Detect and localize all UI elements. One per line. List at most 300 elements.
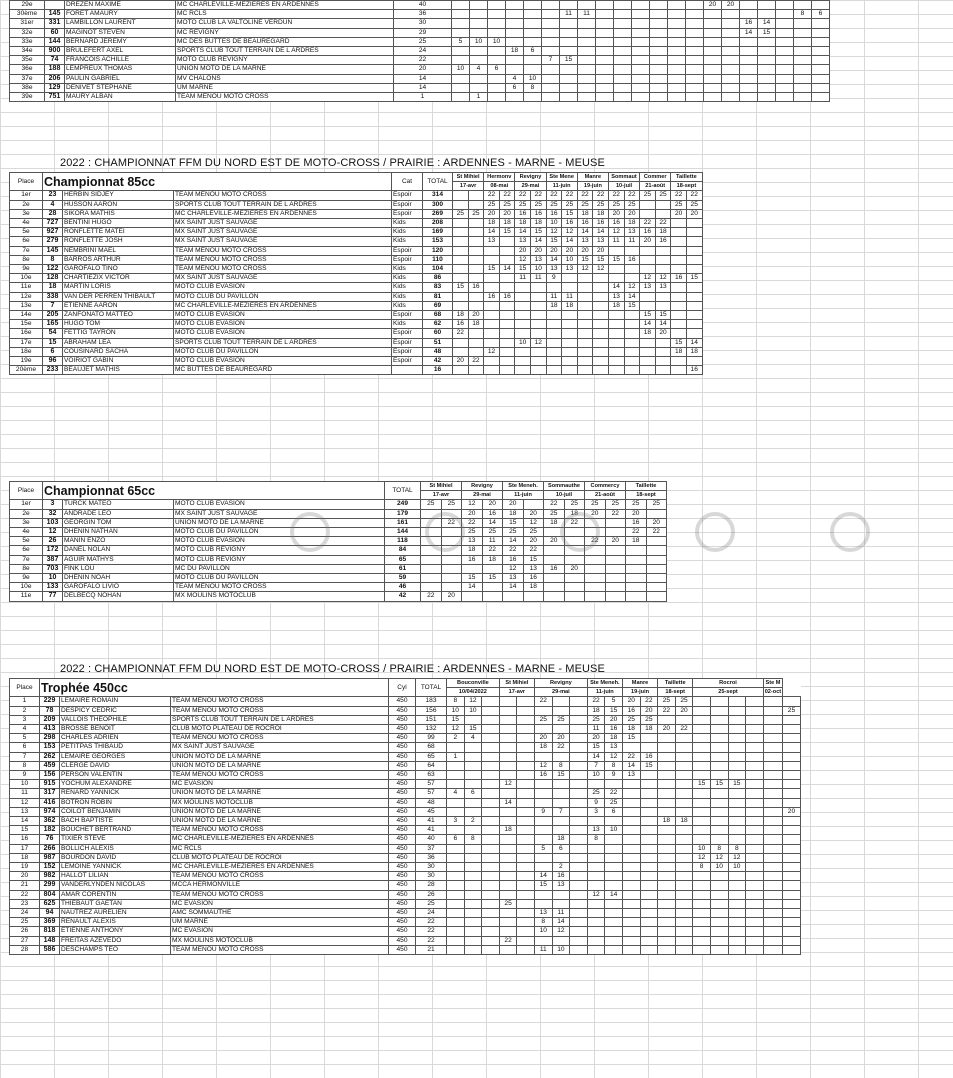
points-cell <box>544 592 565 601</box>
points-cell <box>596 65 614 74</box>
points-cell: 20 <box>523 509 544 518</box>
points-cell: 18 <box>530 219 546 228</box>
points-cell <box>524 56 542 65</box>
place-cell: 9e <box>10 265 43 274</box>
points-cell: 7 <box>542 56 560 65</box>
total-points: 45 <box>416 807 447 816</box>
points-cell <box>560 65 578 74</box>
points-cell <box>624 366 640 375</box>
points-cell <box>746 697 764 706</box>
points-cell <box>704 93 722 102</box>
table-row <box>10 329 703 338</box>
points-cell: 25 <box>593 200 609 209</box>
points-cell: 5 <box>534 844 552 853</box>
points-cell <box>464 881 482 890</box>
points-cell: 10 <box>587 771 605 780</box>
points-cell <box>453 301 469 310</box>
points-cell <box>693 918 711 927</box>
points-cell <box>722 19 740 28</box>
points-cell <box>614 65 632 74</box>
points-cell: 16 <box>640 228 656 237</box>
points-cell <box>468 329 484 338</box>
points-cell <box>693 945 711 954</box>
table-row <box>10 826 801 835</box>
points-cell <box>632 47 650 56</box>
points-cell: 9 <box>605 771 623 780</box>
points-cell <box>482 715 500 724</box>
event-date: 21-août <box>585 491 626 500</box>
cylinder-cell: 450 <box>389 807 416 816</box>
points-cell <box>686 237 702 246</box>
rider-name: THIEBAUT GAETAN <box>60 899 171 908</box>
points-cell <box>562 329 578 338</box>
club-name: TEAM MENOU MOTO CROSS <box>171 945 389 954</box>
place-cell: 9 <box>10 771 40 780</box>
bib-number: 279 <box>43 237 63 246</box>
place-cell: 2e <box>10 509 43 518</box>
points-cell <box>587 881 605 890</box>
points-cell <box>570 706 588 715</box>
points-cell <box>506 56 524 65</box>
club-name: MC CHARLEVILLE-MEZIERES EN ARDENNES <box>176 1 394 10</box>
points-cell <box>534 706 552 715</box>
points-cell <box>668 37 686 46</box>
points-cell: 8 <box>464 835 482 844</box>
points-cell <box>482 725 500 734</box>
points-cell: 12 <box>546 228 562 237</box>
club-name: MOTO CLUB EVASION <box>174 500 385 509</box>
event-date: 19-juin <box>577 182 608 191</box>
bib-number: 915 <box>40 780 60 789</box>
points-cell <box>746 835 764 844</box>
club-name: MX MOULINS MOTOCLUB <box>171 936 389 945</box>
points-cell: 20 <box>704 1 722 10</box>
points-cell <box>596 28 614 37</box>
points-cell <box>421 583 442 592</box>
points-cell <box>671 320 687 329</box>
points-cell <box>499 927 517 936</box>
points-cell: 25 <box>671 200 687 209</box>
bib-number: 625 <box>40 899 60 908</box>
total-points: 20 <box>394 65 452 74</box>
points-cell <box>686 37 704 46</box>
points-cell <box>441 574 462 583</box>
points-cell <box>542 10 560 19</box>
rider-name: FINK LOU <box>63 564 174 573</box>
points-cell: 16 <box>740 19 758 28</box>
points-cell: 11 <box>546 292 562 301</box>
points-cell <box>783 798 801 807</box>
points-cell <box>542 74 560 83</box>
points-cell <box>746 743 764 752</box>
rider-name: VANDERLYNDEN NICOLAS <box>60 881 171 890</box>
points-cell: 12 <box>462 500 483 509</box>
table-row <box>10 191 703 200</box>
place-cell: 7e <box>10 555 43 564</box>
points-cell <box>746 909 764 918</box>
points-cell <box>517 752 535 761</box>
rider-name: TIXIER STEVE <box>60 835 171 844</box>
points-cell <box>626 546 647 555</box>
rider-name: ETIENNE AARON <box>63 301 174 310</box>
points-cell <box>542 1 560 10</box>
place-cell: 15 <box>10 826 40 835</box>
rider-name: FETTIG TAYRON <box>63 329 174 338</box>
club-name: MC EVASION <box>171 927 389 936</box>
points-cell <box>552 826 570 835</box>
points-cell: 22 <box>675 725 693 734</box>
points-cell <box>728 725 746 734</box>
points-cell: 15 <box>728 780 746 789</box>
points-cell <box>605 853 623 862</box>
table-row <box>10 583 667 592</box>
points-cell <box>704 37 722 46</box>
points-cell <box>593 283 609 292</box>
points-cell: 25 <box>626 500 647 509</box>
points-cell <box>593 320 609 329</box>
points-cell: 20 <box>564 564 585 573</box>
points-cell: 13 <box>577 237 593 246</box>
points-cell: 20 <box>577 246 593 255</box>
club-name: MX SAINT JUST SAUVAGE <box>171 743 389 752</box>
points-cell <box>482 826 500 835</box>
points-cell <box>578 56 596 65</box>
points-cell <box>722 56 740 65</box>
total-points: 25 <box>394 37 452 46</box>
points-cell <box>578 65 596 74</box>
points-cell <box>484 320 500 329</box>
points-cell: 22 <box>605 509 626 518</box>
category-cell: Kids <box>392 237 423 246</box>
place-cell: 19e <box>10 357 43 366</box>
points-cell <box>570 743 588 752</box>
points-cell <box>421 564 442 573</box>
points-cell: 12 <box>728 853 746 862</box>
points-cell <box>593 274 609 283</box>
rider-name: VALLOIS THEOPHILE <box>60 715 171 724</box>
points-cell <box>746 734 764 743</box>
points-cell <box>763 826 782 835</box>
points-cell <box>506 93 524 102</box>
cylinder-cell: 450 <box>389 817 416 826</box>
points-cell: 11 <box>578 10 596 19</box>
points-cell <box>655 347 671 356</box>
points-cell <box>693 798 711 807</box>
points-cell <box>622 927 640 936</box>
place-cell: 17e <box>10 338 43 347</box>
table-row <box>10 283 703 292</box>
points-cell <box>517 715 535 724</box>
cylinder-cell: 450 <box>389 725 416 734</box>
points-cell <box>499 863 517 872</box>
points-cell <box>763 798 782 807</box>
points-cell: 25 <box>534 715 552 724</box>
points-cell <box>499 835 517 844</box>
points-cell: 2 <box>552 863 570 872</box>
points-cell <box>453 228 469 237</box>
points-cell <box>517 743 535 752</box>
points-cell <box>763 725 782 734</box>
total-points: 37 <box>416 844 447 853</box>
points-cell <box>655 255 671 264</box>
table-row <box>10 255 703 264</box>
table-row <box>10 311 703 320</box>
points-cell <box>763 936 782 945</box>
points-cell <box>693 771 711 780</box>
points-cell: 22 <box>605 789 623 798</box>
points-cell <box>517 945 535 954</box>
points-cell <box>671 301 687 310</box>
total-points: 1 <box>394 93 452 102</box>
points-cell <box>499 789 517 798</box>
points-cell <box>523 592 544 601</box>
points-cell: 1 <box>447 752 465 761</box>
club-name: MC CHARLEVILLE-MEZIERES EN ARDENNES <box>174 301 392 310</box>
points-cell <box>562 357 578 366</box>
points-cell <box>640 246 656 255</box>
points-cell <box>517 734 535 743</box>
points-cell: 25 <box>577 200 593 209</box>
points-cell <box>564 546 585 555</box>
points-cell <box>746 761 764 770</box>
total-points: 183 <box>416 697 447 706</box>
event-date: 21-août <box>640 182 671 191</box>
points-cell <box>470 10 488 19</box>
table-row <box>10 945 801 954</box>
total-points: 61 <box>385 564 421 573</box>
rider-name: NAUTREZ AURELIEN <box>60 909 171 918</box>
points-cell: 25 <box>587 715 605 724</box>
club-name: TEAM MENOU MOTO CROSS <box>174 246 392 255</box>
points-cell <box>693 909 711 918</box>
points-cell: 20 <box>675 706 693 715</box>
points-cell <box>577 338 593 347</box>
points-cell <box>482 583 503 592</box>
points-cell <box>763 715 782 724</box>
points-cell <box>640 255 656 264</box>
points-cell <box>710 909 728 918</box>
points-cell: 20 <box>622 697 640 706</box>
points-cell: 22 <box>640 219 656 228</box>
points-cell <box>728 945 746 954</box>
place-cell: 7 <box>10 752 40 761</box>
points-cell <box>499 320 515 329</box>
points-cell <box>470 56 488 65</box>
points-cell: 15 <box>593 255 609 264</box>
bib-number: 77 <box>43 592 63 601</box>
points-cell: 16 <box>562 219 578 228</box>
points-cell <box>546 311 562 320</box>
points-cell: 15 <box>640 761 658 770</box>
points-cell: 14 <box>552 918 570 927</box>
club-name: MX SAINT JUST SAUVAGE <box>174 509 385 518</box>
rider-name: FRANCOIS ACHILLE <box>65 56 176 65</box>
club-name: MCCA HERMONVILLE <box>171 881 389 890</box>
cylinder-cell: 450 <box>389 872 416 881</box>
points-cell <box>650 37 668 46</box>
points-cell <box>671 219 687 228</box>
rider-name: DANEL NOLAN <box>63 546 174 555</box>
points-cell <box>658 853 676 862</box>
points-cell <box>517 918 535 927</box>
points-cell <box>578 28 596 37</box>
bib-number: 727 <box>43 219 63 228</box>
points-cell <box>783 899 801 908</box>
points-cell <box>650 56 668 65</box>
points-cell <box>658 863 676 872</box>
points-cell <box>658 899 676 908</box>
points-cell <box>722 37 740 46</box>
points-cell <box>499 301 515 310</box>
rider-name: CHARLES ADRIEN <box>60 734 171 743</box>
points-cell: 15 <box>562 209 578 218</box>
points-cell <box>578 37 596 46</box>
bib-number: 15 <box>43 338 63 347</box>
category-cell: Espoir <box>392 311 423 320</box>
points-cell: 22 <box>441 518 462 527</box>
points-cell: 20 <box>585 509 606 518</box>
points-cell: 16 <box>515 209 531 218</box>
place-cell: 20ème <box>10 366 43 375</box>
total-points: 65 <box>416 752 447 761</box>
table-row <box>10 56 830 65</box>
points-cell <box>447 945 465 954</box>
points-cell <box>517 872 535 881</box>
total-points: 41 <box>416 826 447 835</box>
points-cell <box>517 936 535 945</box>
table-row <box>10 555 667 564</box>
header-row <box>10 679 801 688</box>
points-cell: 12 <box>534 761 552 770</box>
points-cell <box>728 734 746 743</box>
bib-number: 387 <box>43 555 63 564</box>
points-cell <box>650 10 668 19</box>
points-cell <box>585 583 606 592</box>
points-cell <box>794 83 812 92</box>
points-cell <box>578 93 596 102</box>
points-cell <box>482 918 500 927</box>
points-cell <box>534 725 552 734</box>
points-cell <box>544 574 565 583</box>
points-cell: 18 <box>587 706 605 715</box>
points-cell: 11 <box>562 292 578 301</box>
table-row <box>10 771 801 780</box>
points-cell: 7 <box>552 807 570 816</box>
points-cell <box>640 338 656 347</box>
points-cell <box>658 743 676 752</box>
points-cell <box>570 899 588 908</box>
points-cell <box>686 320 702 329</box>
points-cell <box>783 853 801 862</box>
table-row <box>10 752 801 761</box>
points-cell <box>544 528 565 537</box>
points-cell <box>650 93 668 102</box>
points-cell: 10 <box>534 927 552 936</box>
bib-number: 459 <box>40 761 60 770</box>
points-cell: 8 <box>524 83 542 92</box>
points-cell <box>686 74 704 83</box>
rider-name: LEMOINE YANNICK <box>60 863 171 872</box>
points-cell: 25 <box>503 528 524 537</box>
points-cell <box>546 366 562 375</box>
points-cell <box>596 37 614 46</box>
points-cell <box>686 28 704 37</box>
points-cell <box>517 780 535 789</box>
points-cell <box>530 283 546 292</box>
points-cell <box>499 752 517 761</box>
points-cell <box>710 899 728 908</box>
points-cell: 25 <box>484 200 500 209</box>
points-cell <box>728 706 746 715</box>
bib-number: 233 <box>43 366 63 375</box>
points-cell <box>515 347 531 356</box>
event-date: 11-juin <box>546 182 577 191</box>
points-cell <box>570 817 588 826</box>
points-cell: 16 <box>626 518 647 527</box>
points-cell: 13 <box>503 574 524 583</box>
points-cell: 20 <box>626 509 647 518</box>
points-cell <box>560 37 578 46</box>
bib-number: 266 <box>40 844 60 853</box>
cyl-header: Cyl <box>389 679 416 697</box>
points-cell <box>693 936 711 945</box>
points-cell <box>570 715 588 724</box>
points-cell <box>626 555 647 564</box>
points-cell <box>447 826 465 835</box>
table-row <box>10 780 801 789</box>
rider-name: AGUIR MATHYS <box>63 555 174 564</box>
points-cell: 10 <box>728 863 746 872</box>
points-cell <box>693 761 711 770</box>
points-cell: 22 <box>468 357 484 366</box>
event-date: 10/04/2022 <box>447 688 500 697</box>
points-cell <box>484 255 500 264</box>
points-cell <box>605 546 626 555</box>
points-cell <box>776 1 794 10</box>
points-cell <box>622 899 640 908</box>
points-cell <box>646 555 667 564</box>
points-cell <box>614 28 632 37</box>
points-cell <box>517 899 535 908</box>
points-cell <box>453 265 469 274</box>
bib-number: 172 <box>43 546 63 555</box>
points-cell <box>534 780 552 789</box>
club-name: TEAM MENOU MOTO CROSS <box>171 872 389 881</box>
place-cell: 31er <box>10 19 45 28</box>
points-cell <box>650 47 668 56</box>
points-cell <box>783 927 801 936</box>
points-cell: 16 <box>552 872 570 881</box>
points-cell <box>710 872 728 881</box>
cylinder-cell: 450 <box>389 734 416 743</box>
rider-name: BRULEFERT AXEL <box>65 47 176 56</box>
points-cell <box>552 697 570 706</box>
table-row <box>10 817 801 826</box>
event-date: 18-sept <box>626 491 667 500</box>
total-points: 42 <box>423 357 453 366</box>
points-cell <box>624 357 640 366</box>
points-cell <box>622 743 640 752</box>
points-cell: 20 <box>593 246 609 255</box>
points-cell <box>728 918 746 927</box>
place-cell: 15e <box>10 320 43 329</box>
points-cell <box>746 853 764 862</box>
points-cell <box>722 65 740 74</box>
points-cell: 18 <box>608 301 624 310</box>
points-cell <box>675 743 693 752</box>
club-name: TEAM MENOU MOTO CROSS <box>176 93 394 102</box>
points-cell <box>794 74 812 83</box>
